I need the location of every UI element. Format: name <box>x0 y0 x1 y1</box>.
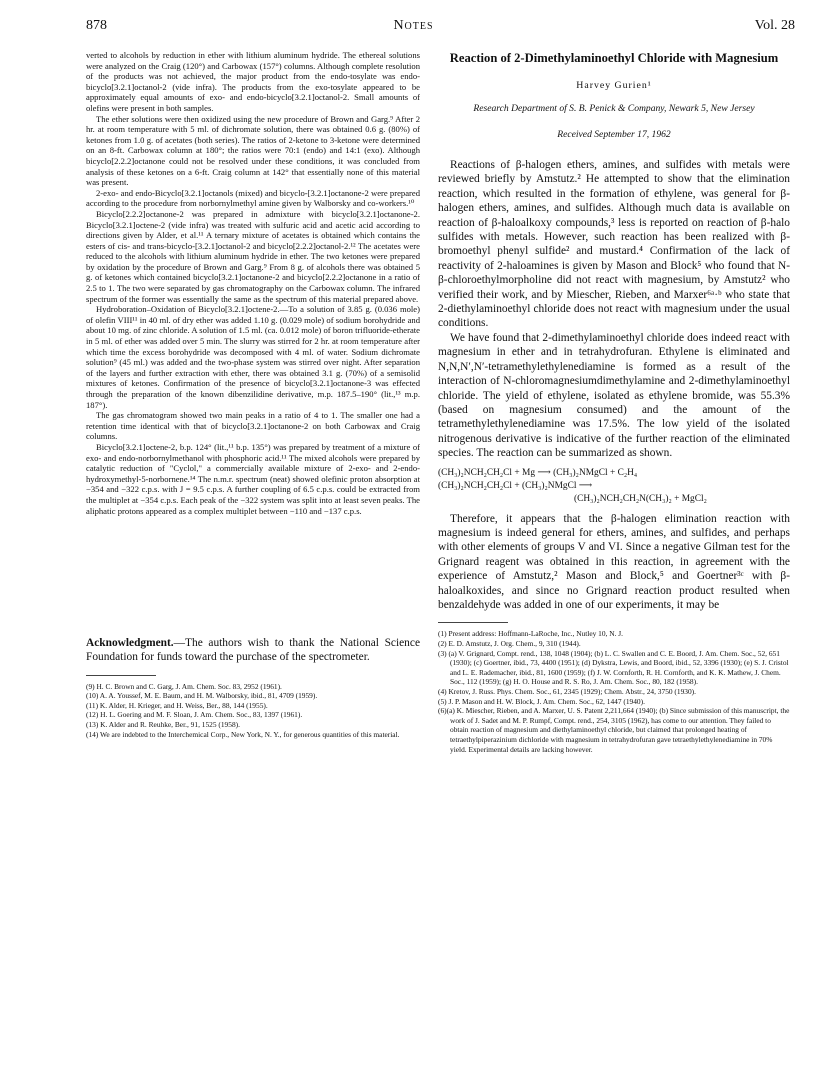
received-date: Received September 17, 1962 <box>557 129 671 140</box>
author: Harvey Gurien¹ <box>576 80 652 91</box>
section-header: Notes <box>393 18 434 33</box>
paragraph: We have found that 2-dimethylaminoethyl chloride does indeed react with magnesium in ether and in tetrahydrofuran. Ethylene is eliminated and N,N,N′,N′-tetramethylethylenediamine is formed as a result of the interaction of N-chloromagnesiumdimethylamine and 2-dimethylaminoethyl chloride. The yield of ethylene, isolated as ethylene bromide, was 55.3% (based on magnesium consumed) and the amount of the tetramethylethylenediamine was 17.5%. The low yield of the isolated nitrogenous derivative is indicative of the further reaction of the eliminated species. The reaction can be summarized as shown. <box>438 331 790 460</box>
equation: (CH₃)₂NCH₂CH₂Cl + Mg ⟶ (CH₃)₂NMgCl + C₂H₄ <box>438 467 638 478</box>
footnote: (10) A. A. Youssef, M. E. Baum, and H. M. Walborsky, ibid., 81, 4709 (1959). <box>86 691 318 701</box>
paragraph: Bicyclo[3.2.1]octene-2, b.p. 124° (lit.,¹¹ b.p. 135°) was prepared by treatment of a mixture of exo- and endo-norbornylmethanol with phosphoric acid.¹¹ The mixed alcohols were prepared by catalytic reduction of "Cyclol," a commercially available mixture of 2-exo- and 2-endo-hydroxymethyl-5-norbornene.¹⁴ The n.m.r. spectrum (neat) showed olefinic proton absorption at −354 and −322 c.p.s. with J = 9.5 c.p.s. A further coupling of 6.5 c.p.s. could be extracted from the multiplet at −354 c.p.s. Each peak of the −322 system was split into at least seven peaks. The aliphatic protons appeared as a complex multiplet between −110 and −137 c.p.s. <box>86 441 420 516</box>
body-text-continued <box>438 512 790 613</box>
volume-label: Vol. 28 <box>754 18 795 33</box>
footnote: (12) H. L. Goering and M. F. Sloan, J. Am. Chem. Soc., 83, 1397 (1961). <box>86 710 303 720</box>
footnotes-right <box>438 629 790 754</box>
equation: (CH₃)₂NCH₂CH₂Cl + (CH₃)₂NMgCl ⟶ <box>438 480 593 491</box>
paragraph: 2-exo- and endo-Bicyclo[3.2.1]octanols (mixed) and bicyclo-[3.2.1]octanone-2 were prepared according to the procedure from norbornylmethyl amine given by Walborsky and co-workers.¹⁰ <box>86 187 420 209</box>
paragraph: The gas chromatogram showed two main peaks in a ratio of 4 to 1. The smaller one had a retention time identical with that of bicyclo[3.2.1]octanone-2 on both Carbowax and Craig columns. <box>86 410 420 442</box>
footnote: (13) K. Alder and R. Reuhke, Ber., 91, 1525 (1958). <box>86 719 240 729</box>
paragraph: Reactions of β-halogen ethers, amines, and sulfides with metals were reviewed briefly by Amstutz.² He attempted to show that the elimination reaction, which resulted in the formation of ethylene, was general for β-halogen ethers, amines, and sulfides. Although much data is available on reaction of β-haloalkoxy compounds,³ less is reported on reaction of β-halo sulfides with metals. However, such reaction has been realized with β-bromoethyl phenyl sulfide² and mustard.⁴ Confirmation of the lack of reactivity of 2-haloamines is given by Mason and Block⁵ who found that N-β-chloroethylmorpholine did not react with magnesium, by Amstutz² who verified their work, and by Miescher, Rieben, and Marxer⁶ᵃ·ᵇ who state that 2-diethylaminoethyl chloride does not react with magnesium under the usual conditions. <box>438 159 790 330</box>
footnote: (4) Kretov, J. Russ. Phys. Chem. Soc., 61, 2345 (1929); Chem. Abstr., 24, 3750 (1930). <box>438 686 696 696</box>
footnote-rule <box>86 675 156 676</box>
footnote: (1) Present address: Hoffmann-LaRoche, Inc., Nutley 10, N. J. <box>438 629 623 639</box>
paragraph: Bicyclo[2.2.2]octanone-2 was prepared in admixture with bicyclo[3.2.1]octanone-2. Bicyclo[3.2.1]octene-2 (vide infra) was treated with sulfuric acid and acetic acid according to directions given by Alder, et al.¹¹ A ternary mixture of acetates is obtained which contains the esters of cis- and trans-bicyclo-[3.2.1]octanol-2 and bicyclo[2.2.2]octanol-2.¹² The acetates were reduced to the alcohols with lithium aluminum hydride in ether. The two ketones were prepared by oxidation by the procedure of Brown and Garg.⁹ From 8 g. of alcohols there was obtained 5 g. of ketones which contained bicyclo[3.2.1]octanone-2 and bicyclo[2.2.2]octanone in a ratio of 2.5 to 1. The two were separated by gas chromatography on the Carbowax column. The infrared spectrum of the former was essentially the same as the spectrum of this material prepared above. <box>86 208 420 304</box>
acknowledgment <box>86 636 420 664</box>
footnotes-left <box>86 682 420 740</box>
footnote: (11) K. Alder, H. Krieger, and H. Weiss, Ber., 88, 144 (1955). <box>86 700 268 710</box>
footnote: (9) H. C. Brown and C. Garg, J. Am. Chem. Soc. 83, 2952 (1961). <box>86 681 282 691</box>
footnote: (3) (a) V. Grignard, Compt. rend., 138, 1048 (1904); (b) L. C. Swallen and C. E. Boord, J. Am. Chem. Soc., 52, 651 (1930); (c) Goertner, ibid., 73, 4400 (1951); (d) Dykstra, Lewis, and Boord, ibid., 52, 3396 (1930); (e) S. J. Cristol and L. E. Rademacher, ibid., 81, 1600 (1959); (f) J. W. Cornforth, R. H. Cornforth, and K. K. Mathew, J. Chem. Soc., 112 (1959); (g) H. O. House and R. S. Ro, J. Am. Chem. Soc., 80, 182 (1958). <box>438 648 789 687</box>
affiliation: Research Department of S. B. Penick & Company, Newark 5, New Jersey <box>473 103 755 114</box>
paragraph: Hydroboration–Oxidation of Bicyclo[3.2.1]octene-2.—To a solution of 3.85 g. (0.036 mole) of olefin VIII¹¹ in 40 ml. of dry ether was added 1.10 g. (0.029 mole) of sodium borohydride and about 10 mg. of zinc chloride. A solution of 1.5 ml. (ca. 0.012 mole) of boron trifluoride-etherate in 5 ml. of ether was added over 5 min. The slurry was stirred for 2 hr. at room temperature after which time the excess borohydride was decomposed with 4 ml. of water. Sodium dichromate solution⁹ (45 ml.) was added and the two-phase system was stirred over night. After separation of the layers and further extraction with ether, there was obtained 3.1 g. (70%) of a semisolid mixtures of ketones. Confirmation of the presence of bicyclo[3.2.1]octanone-3 was effected through the preparation of the known dibenzilidine derivative, m.p. 187.5–190° (lit.,¹³ m.p. 187°). <box>86 304 420 410</box>
paragraph: verted to alcohols by reduction in ether with lithium aluminum hydride. The ethereal solutions were analyzed on the Craig (120°) and Carbowax (157°) columns. Although complete resolution of the products was not achieved, the major product from the endo-tosylate was endo-bicyclo[3.2.1]octanol-2 (vide infra). The products from the exo-tosylate appeared to be approximately equal amounts of exo- and endo-bicyclo[3.2.1]octanol-2. Small amounts of olefins were present in both samples. <box>86 50 420 113</box>
footnote-rule <box>438 622 508 623</box>
acknowledgment-text: —The authors wish to thank the National Science Foundation for funds toward the purchase of the spectrometer. <box>86 637 420 664</box>
page-number: 878 <box>86 18 107 33</box>
body-text <box>438 158 790 461</box>
footnote: (14) We are indebted to the Interchemical Corp., New York, N. Y., for generous quantities of this material. <box>86 729 400 739</box>
experimental-text <box>86 50 420 516</box>
footnote: (2) E. D. Amstutz, J. Org. Chem., 9, 310 (1944). <box>438 638 581 648</box>
right-column <box>438 50 790 754</box>
footnote: (5) J. P. Mason and H. W. Block, J. Am. Chem. Soc., 62, 1447 (1940). <box>438 696 645 706</box>
equation: (CH₃)₂NCH₂CH₂N(CH₃)₂ + MgCl₂ <box>574 493 707 504</box>
paragraph: The ether solutions were then oxidized using the new procedure of Brown and Garg.⁹ After 2 hr. at room temperature with 5 ml. of dichromate solution, there was obtained 0.6 g. (80%) of ketones from 1.0 g. of acetates (both series). The ratios of 2-ketone to 3-ketone were determined on an 8-ft. Carbowax column at 180°; the ratios were 70:1 (endo) and 14:1 (exo). Although bicyclo[2.2.2]octanone could not be resolved under these conditions, it was concluded from analysis of these ketones on a 6-ft. Craig column at 142° that essentially none of this material was present. <box>86 113 420 188</box>
paragraph: Therefore, it appears that the β-halogen elimination reaction with magnesium is indeed general for ethers, amines, and sulfides, and perhaps with other elements of groups V and VI. Since a negative Gilman test for the Grignard reagent was obtained in this reaction, in agreement with the experience of Amstutz,² Mason and Block,⁵ and Goertner³ᶜ with β-haloalkoxides, and since no Grignard reaction product resulted when benzaldehyde was added in one of our experiments, it may be <box>438 512 790 611</box>
reaction-equations <box>438 467 790 506</box>
left-column <box>86 50 420 739</box>
article-title: Reaction of 2-Dimethylaminoethyl Chloride with Magnesium <box>449 51 779 65</box>
acknowledgment-heading: Acknowledgment. <box>86 637 174 650</box>
footnote: (6)(a) K. Miescher, Rieben, and A. Marxer, U. S. Patent 2,211,664 (1940); (b) Since submission of this manuscript, the work of J. Sadet and M. P. Rumpf, Compt. rend., 254, 3105 (1962), has come to our attention. They failed to obtain reaction of magnesium and diethylaminoethyl chloride, but claimed that prolonged heating of tetraethylpiperazinium dichloride with magnesium in tetrahydrofuran gave tetraethylethylenediamine in 70% yield. Experimental details are lacking however. <box>438 706 790 754</box>
